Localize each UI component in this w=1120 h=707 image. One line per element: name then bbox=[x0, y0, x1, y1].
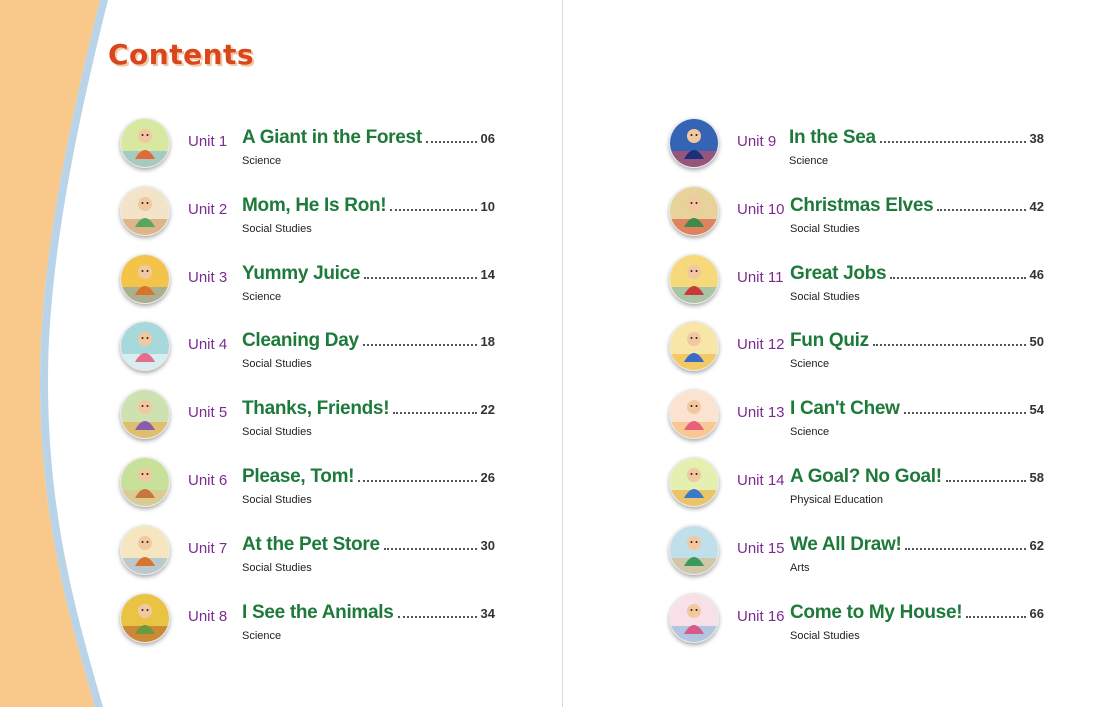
contents-entry[interactable] bbox=[120, 457, 495, 517]
dot-leader bbox=[364, 277, 476, 279]
unit-subject: Science bbox=[789, 155, 829, 167]
page-number[interactable]: 50 bbox=[1029, 334, 1044, 349]
dot-leader bbox=[398, 616, 477, 618]
unit-thumbnail-image bbox=[120, 525, 170, 575]
entry-title-line bbox=[242, 263, 495, 287]
unit-subject: Social Studies bbox=[242, 562, 312, 574]
contents-entry[interactable] bbox=[669, 593, 1044, 653]
unit-title[interactable]: Please, Tom! bbox=[242, 466, 355, 487]
dot-leader bbox=[390, 209, 476, 211]
unit-number: Unit 15 bbox=[737, 540, 785, 557]
contents-entry[interactable] bbox=[120, 525, 495, 585]
unit-number: Unit 8 bbox=[188, 608, 228, 625]
page-number[interactable]: 58 bbox=[1029, 470, 1044, 485]
contents-entry[interactable] bbox=[120, 321, 495, 381]
unit-thumbnail-image bbox=[120, 118, 170, 168]
page-number[interactable]: 66 bbox=[1029, 606, 1044, 621]
unit-title[interactable]: In the Sea bbox=[789, 127, 876, 148]
entry-title-line bbox=[790, 398, 1044, 422]
unit-title[interactable]: A Goal? No Goal! bbox=[790, 466, 942, 487]
unit-number: Unit 7 bbox=[188, 540, 228, 557]
unit-title[interactable]: I Can't Chew bbox=[790, 398, 900, 419]
unit-subject: Arts bbox=[790, 562, 810, 574]
unit-title[interactable]: Mom, He Is Ron! bbox=[242, 195, 387, 216]
page-number[interactable]: 42 bbox=[1029, 199, 1044, 214]
unit-subject: Science bbox=[242, 291, 282, 303]
page-number[interactable]: 26 bbox=[480, 470, 495, 485]
contents-entry[interactable] bbox=[669, 321, 1044, 381]
unit-title[interactable]: We All Draw! bbox=[790, 534, 902, 555]
unit-number: Unit 3 bbox=[188, 269, 228, 286]
unit-title[interactable]: Christmas Elves bbox=[790, 195, 934, 216]
unit-number: Unit 14 bbox=[737, 472, 785, 489]
contents-entry[interactable] bbox=[120, 593, 495, 653]
unit-number: Unit 16 bbox=[737, 608, 785, 625]
unit-thumbnail-image bbox=[669, 389, 719, 439]
unit-number: Unit 4 bbox=[188, 336, 228, 353]
page-number[interactable]: 34 bbox=[480, 606, 495, 621]
dot-leader bbox=[384, 548, 477, 550]
page-number[interactable]: 18 bbox=[480, 334, 495, 349]
entry-title-line bbox=[242, 398, 495, 422]
page-number[interactable]: 46 bbox=[1029, 267, 1044, 282]
dot-leader bbox=[426, 141, 477, 143]
unit-title[interactable]: Cleaning Day bbox=[242, 330, 359, 351]
page-number[interactable]: 14 bbox=[480, 267, 495, 282]
unit-subject: Physical Education bbox=[790, 494, 883, 506]
unit-thumbnail-image bbox=[120, 457, 170, 507]
unit-number: Unit 2 bbox=[188, 201, 228, 218]
contents-entry[interactable] bbox=[669, 254, 1044, 314]
unit-thumbnail-image bbox=[669, 593, 719, 643]
contents-entry[interactable] bbox=[120, 254, 495, 314]
unit-title[interactable]: I See the Animals bbox=[242, 602, 394, 623]
dot-leader bbox=[890, 277, 1025, 279]
contents-entry[interactable] bbox=[120, 118, 495, 178]
book-spine bbox=[562, 0, 563, 707]
unit-thumbnail-image bbox=[120, 321, 170, 371]
dot-leader bbox=[904, 412, 1026, 414]
contents-entry[interactable] bbox=[669, 457, 1044, 517]
unit-title[interactable]: Yummy Juice bbox=[242, 263, 361, 284]
entry-title-line bbox=[790, 330, 1044, 354]
side-band-decoration bbox=[0, 0, 140, 707]
page-number[interactable]: 62 bbox=[1029, 538, 1044, 553]
contents-entry[interactable] bbox=[669, 118, 1044, 178]
page-number[interactable]: 10 bbox=[480, 199, 495, 214]
unit-thumbnail-image bbox=[669, 525, 719, 575]
entry-title-line bbox=[242, 602, 495, 626]
dot-leader bbox=[966, 616, 1025, 618]
unit-title[interactable]: Great Jobs bbox=[790, 263, 887, 284]
unit-subject: Science bbox=[790, 426, 830, 438]
unit-number: Unit 10 bbox=[737, 201, 785, 218]
unit-title[interactable]: Come to My House! bbox=[790, 602, 963, 623]
unit-subject: Social Studies bbox=[242, 426, 312, 438]
unit-number: Unit 1 bbox=[188, 133, 228, 150]
contents-title: Contents bbox=[108, 38, 255, 71]
dot-leader bbox=[873, 344, 1026, 346]
unit-number: Unit 6 bbox=[188, 472, 228, 489]
entry-title-line bbox=[790, 602, 1044, 626]
entry-title-line bbox=[790, 466, 1044, 490]
entry-title-line bbox=[242, 330, 495, 354]
unit-subject: Social Studies bbox=[242, 358, 312, 370]
unit-number: Unit 11 bbox=[737, 269, 784, 286]
entry-title-line bbox=[790, 534, 1044, 558]
unit-thumbnail-image bbox=[120, 389, 170, 439]
dot-leader bbox=[358, 480, 476, 482]
unit-thumbnail-image bbox=[120, 593, 170, 643]
page-number[interactable]: 22 bbox=[480, 402, 495, 417]
unit-title[interactable]: A Giant in the Forest bbox=[242, 127, 422, 148]
dot-leader bbox=[880, 141, 1026, 143]
dot-leader bbox=[905, 548, 1025, 550]
unit-thumbnail-image bbox=[120, 186, 170, 236]
contents-entry[interactable] bbox=[120, 389, 495, 449]
unit-subject: Social Studies bbox=[790, 223, 860, 235]
unit-number: Unit 5 bbox=[188, 404, 228, 421]
unit-subject: Social Studies bbox=[242, 494, 312, 506]
contents-entry[interactable] bbox=[669, 525, 1044, 585]
unit-number: Unit 13 bbox=[737, 404, 785, 421]
unit-subject: Social Studies bbox=[790, 291, 860, 303]
page-number[interactable]: 30 bbox=[480, 538, 495, 553]
page-number[interactable]: 38 bbox=[1029, 131, 1044, 146]
unit-title[interactable]: Thanks, Friends! bbox=[242, 398, 390, 419]
page-number[interactable]: 54 bbox=[1029, 402, 1044, 417]
entry-title-line bbox=[242, 127, 495, 151]
contents-entry[interactable] bbox=[669, 186, 1044, 246]
entry-title-line bbox=[242, 195, 495, 219]
contents-entry[interactable] bbox=[669, 389, 1044, 449]
unit-thumbnail-image bbox=[669, 457, 719, 507]
entry-title-line bbox=[789, 127, 1044, 151]
entry-title-line bbox=[242, 534, 495, 558]
unit-title[interactable]: Fun Quiz bbox=[790, 330, 869, 351]
entry-title-line bbox=[790, 195, 1044, 219]
dot-leader bbox=[393, 412, 476, 414]
unit-subject: Social Studies bbox=[790, 630, 860, 642]
unit-thumbnail-image bbox=[669, 254, 719, 304]
page-number[interactable]: 06 bbox=[480, 131, 495, 146]
unit-number: Unit 12 bbox=[737, 336, 785, 353]
unit-thumbnail-image bbox=[120, 254, 170, 304]
unit-number: Unit 9 bbox=[737, 133, 777, 150]
entry-title-line bbox=[242, 466, 495, 490]
unit-subject: Science bbox=[242, 155, 282, 167]
unit-subject: Science bbox=[242, 630, 282, 642]
unit-title[interactable]: At the Pet Store bbox=[242, 534, 380, 555]
dot-leader bbox=[937, 209, 1025, 211]
unit-thumbnail-image bbox=[669, 118, 719, 168]
dot-leader bbox=[363, 344, 477, 346]
unit-thumbnail-image bbox=[669, 321, 719, 371]
unit-thumbnail-image bbox=[669, 186, 719, 236]
unit-subject: Science bbox=[790, 358, 830, 370]
unit-subject: Social Studies bbox=[242, 223, 312, 235]
entry-title-line bbox=[790, 263, 1044, 287]
contents-entry[interactable] bbox=[120, 186, 495, 246]
dot-leader bbox=[946, 480, 1026, 482]
